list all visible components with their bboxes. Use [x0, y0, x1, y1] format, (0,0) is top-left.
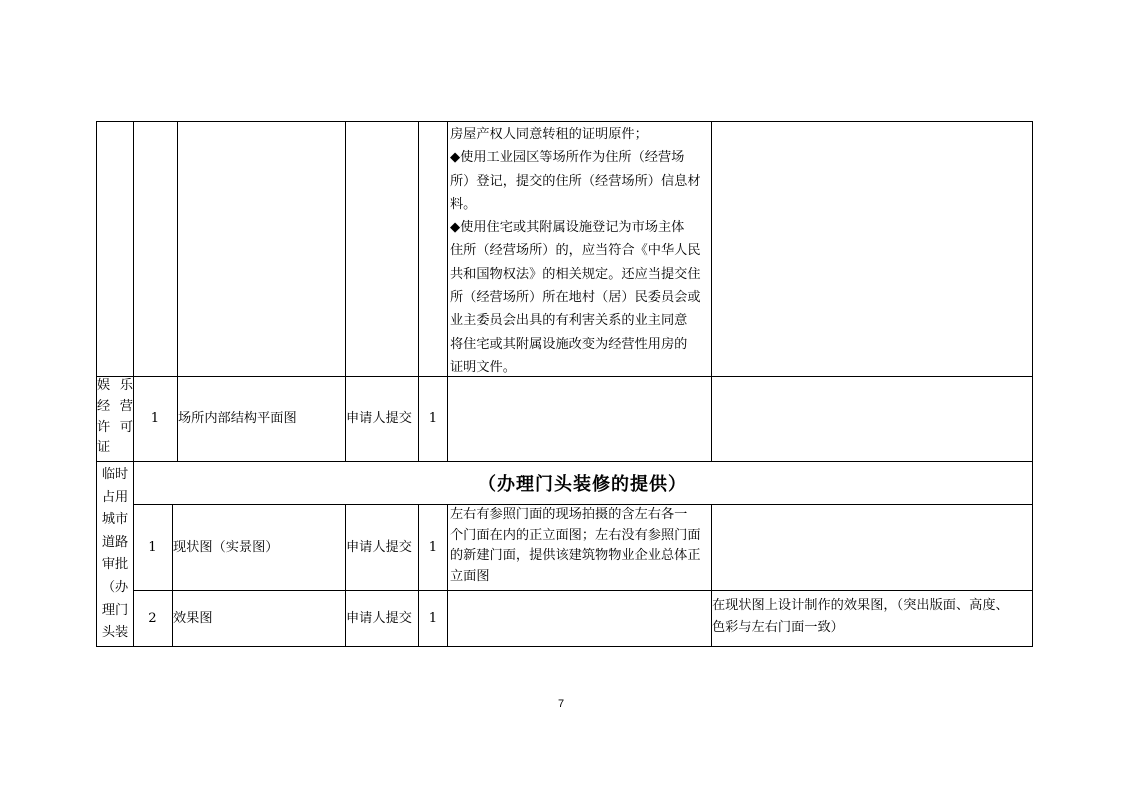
continued-description — [450, 123, 712, 379]
description-line: 立面图 — [450, 568, 490, 584]
category-line: 占用 — [101, 489, 129, 505]
description-line: 将住宅或其附属设施改变为经营性用房的 — [450, 336, 688, 352]
material-description — [450, 505, 712, 587]
description-line: 左右有参照门面的现场拍摄的含左右各一 — [450, 507, 688, 522]
row-number: 1 — [150, 411, 160, 427]
category-line: 道路 — [101, 534, 129, 550]
category-line: 证 — [97, 440, 111, 456]
copies-count: 1 — [428, 539, 438, 555]
description-line: 业主委员会出具的有利害关系的业主同意 — [450, 313, 688, 329]
remarks-line: 在现状图上设计制作的效果图，（突出版面、高度、 — [712, 598, 1009, 613]
category-temporary-road-use — [97, 464, 133, 645]
category-line: 临时 — [101, 467, 129, 482]
copies-count: 1 — [428, 411, 438, 427]
material-source: 申请人提交 — [346, 610, 412, 626]
category-line: 娱乐 — [97, 378, 133, 393]
description-line: 所）登记，提交的住所（经营场所）信息材 — [450, 173, 701, 189]
description-line: 住所（经营场所）的，应当符合《中华人民 — [450, 243, 701, 259]
description-line: ◆使用工业园区等场所作为住所（经营场 — [450, 150, 685, 166]
material-remarks — [712, 595, 1032, 639]
description-line: 的新建门面，提供该建筑物物业企业总体正 — [450, 548, 701, 563]
material-source: 申请人提交 — [346, 539, 412, 555]
material-name: 效果图 — [173, 610, 213, 626]
remarks-line: 色彩与左右门面一致） — [712, 620, 844, 635]
category-line: 许可 — [97, 419, 133, 435]
category-line: （办 — [101, 579, 129, 595]
category-line: 城市 — [101, 512, 129, 528]
description-line: 证明文件。 — [450, 359, 516, 375]
description-line: ◆使用住宅或其附属设施登记为市场主体 — [450, 220, 685, 236]
category-line: 头装 — [101, 625, 129, 641]
category-entertainment-license — [97, 376, 133, 459]
row-number: 1 — [148, 539, 157, 555]
category-line: 经营 — [97, 398, 133, 414]
category-line: 理门 — [101, 602, 129, 618]
page-number: 7 — [557, 698, 565, 710]
category-line: 审批 — [101, 557, 129, 573]
description-line: 料。 — [450, 196, 477, 212]
description-line: 共和国物权法》的相关规定。还应当提交住 — [450, 266, 701, 282]
copies-count: 1 — [428, 610, 438, 626]
description-line: 个门面在内的正立面图；左右没有参照门面 — [450, 527, 701, 543]
material-source: 申请人提交 — [346, 411, 412, 427]
section-title: （办理门头装修的提供） — [478, 474, 687, 495]
row-number: 2 — [148, 610, 157, 626]
material-name: 场所内部结构平面图 — [178, 411, 297, 427]
material-name: 现状图（实景图） — [173, 539, 279, 555]
description-line: 所（经营场所）所在地村（居）民委员会或 — [450, 290, 701, 306]
description-line: 房屋产权人同意转租的证明原件； — [450, 127, 648, 142]
